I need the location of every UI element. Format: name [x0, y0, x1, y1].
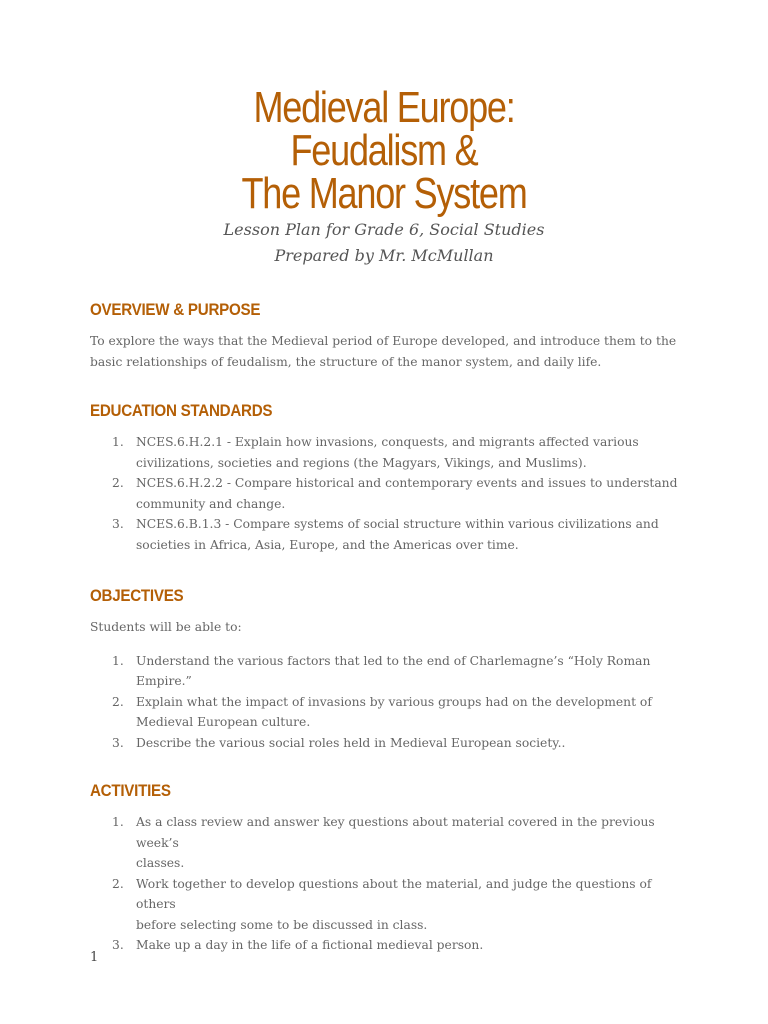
- list-item-line: Explain what the impact of invasions by various groups had on the development of: [136, 694, 652, 709]
- list-item-line: NCES.6.B.1.3 - Compare systems of social structure within various civilizations and: [136, 517, 659, 531]
- list-item: [90, 514, 691, 555]
- standards-heading: EDUCATION STANDARDS: [90, 402, 273, 420]
- list-number: 2.: [112, 694, 124, 709]
- activities-heading: ACTIVITIES: [90, 782, 171, 800]
- list-number: 1.: [112, 653, 124, 668]
- objectives-list: [90, 651, 690, 754]
- list-item-line: societies in Africa, Asia, Europe, and the Americas over time.: [136, 537, 519, 552]
- list-item-line: Understand the various factors that led to the end of Charlemagne’s “Holy Roman: [136, 653, 651, 668]
- list-item-line: Describe the various social roles held in Medieval European society..: [136, 735, 566, 750]
- standards-list: [90, 432, 690, 555]
- list-number: 1.: [112, 815, 124, 829]
- title-line-1: Medieval Europe:: [253, 83, 515, 132]
- page-number: 1: [90, 950, 99, 965]
- objectives-section: [90, 586, 690, 753]
- list-number: 3.: [112, 517, 124, 531]
- objectives-intro: Students will be able to:: [90, 620, 242, 634]
- activities-section: [90, 781, 690, 956]
- list-item-line: NCES.6.H.2.2 - Compare historical and contemporary events and issues to understand: [136, 476, 678, 490]
- list-item: [90, 651, 691, 692]
- list-item-line: civilizations, societies and regions (the Magyars, Vikings, and Muslims).: [136, 455, 587, 470]
- list-item: [90, 812, 691, 874]
- subtitle-line-2: Prepared by Mr. McMullan: [274, 246, 494, 265]
- list-item: [90, 935, 691, 956]
- list-item-line: NCES.6.H.2.1 - Explain how invasions, conquests, and migrants affected various: [136, 435, 639, 449]
- overview-text: [90, 331, 690, 372]
- list-number: 3.: [112, 938, 124, 952]
- list-item-line: classes.: [136, 856, 185, 870]
- list-item: [90, 473, 691, 514]
- title-line-3: The Manor System: [241, 169, 527, 218]
- list-item-line: Empire.”: [136, 674, 192, 688]
- list-number: 3.: [112, 735, 124, 750]
- document-subtitle: [0, 217, 768, 269]
- list-item-line: before selecting some to be discussed in class.: [136, 917, 428, 932]
- objectives-heading: OBJECTIVES: [90, 587, 184, 605]
- list-item: [90, 733, 691, 754]
- overview-heading: OVERVIEW & PURPOSE: [90, 301, 261, 319]
- list-item-line: As a class review and answer key questions about material covered in the previous week’s: [136, 815, 655, 850]
- list-item-line: Work together to develop questions about the material, and judge the questions of others: [136, 876, 652, 911]
- list-item: [90, 874, 691, 936]
- list-item: [90, 432, 691, 473]
- overview-section: [90, 300, 690, 372]
- standards-section: [90, 401, 690, 555]
- overview-line-2: basic relationships of feudalism, the structure of the manor system, and daily life.: [90, 354, 602, 369]
- list-item-line: Medieval European culture.: [136, 715, 311, 729]
- list-number: 1.: [112, 435, 124, 449]
- overview-line-1: To explore the ways that the Medieval period of Europe developed, and introduce them to the: [90, 334, 677, 348]
- list-number: 2.: [112, 476, 124, 490]
- list-item-line: Make up a day in the life of a fictional medieval person.: [136, 938, 484, 952]
- document-title: [0, 83, 768, 218]
- list-item-line: community and change.: [136, 496, 286, 511]
- list-item: [90, 692, 691, 733]
- activities-list: [90, 812, 690, 956]
- list-number: 2.: [112, 876, 124, 891]
- title-line-2: Feudalism &: [290, 126, 478, 175]
- subtitle-line-1: Lesson Plan for Grade 6, Social Studies: [223, 220, 545, 239]
